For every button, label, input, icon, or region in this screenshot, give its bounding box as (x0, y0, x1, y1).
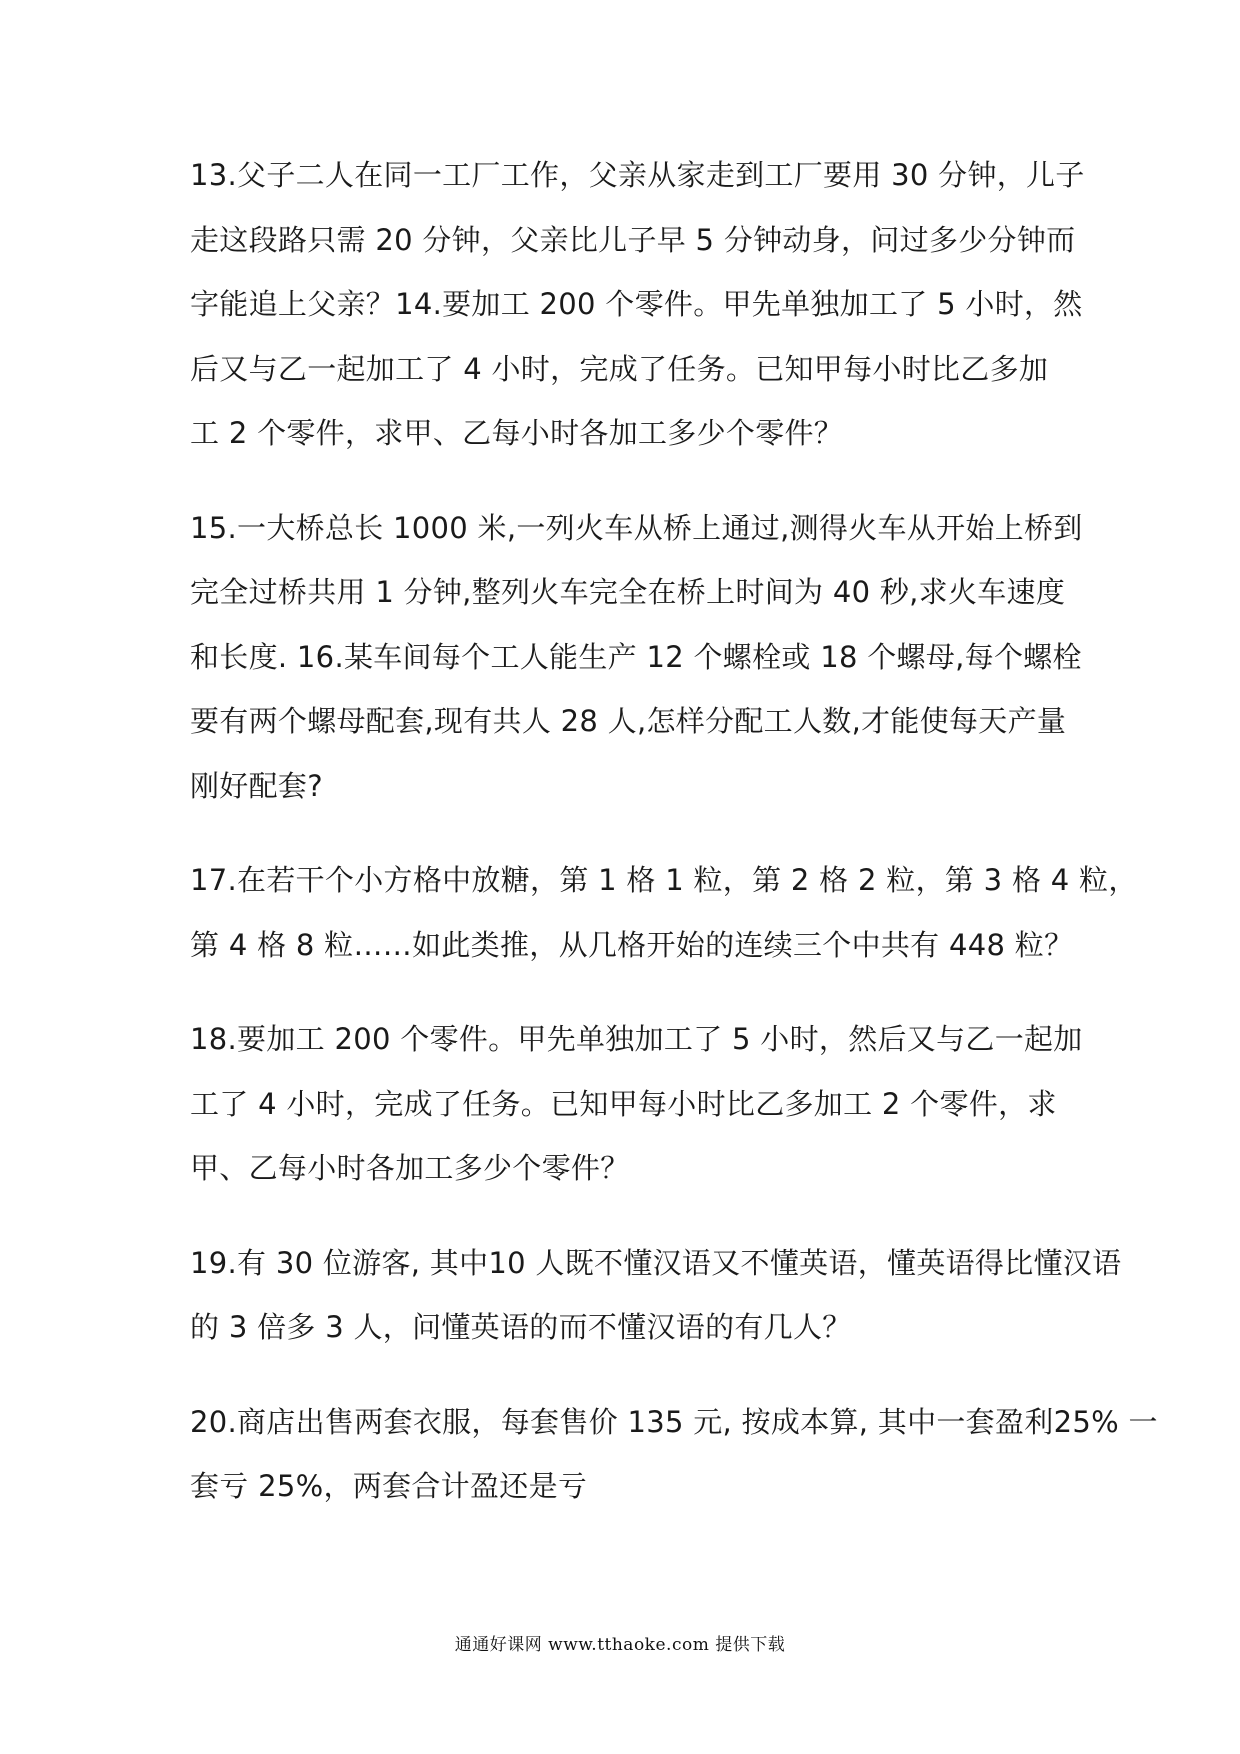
text-line: 18.要加工 200 个零件。甲先单独加工了 5 小时，然后又与乙一起加 (190, 1022, 1083, 1056)
problem-17 (190, 848, 1138, 977)
text-line: 字能追上父亲？14.要加工 200 个零件。甲先单独加工了 5 小时，然 (190, 287, 1083, 321)
text-line: 工了 4 小时，完成了任务。已知甲每小时比乙多加工 2 个零件，求 (190, 1086, 1057, 1121)
problem-20 (190, 1390, 1158, 1519)
text-line: 和长度. 16.某车间每个工人能生产 12 个螺栓或 18 个螺母,每个螺栓 (190, 639, 1082, 674)
text-line: 第 4 格 8 粒……如此类推，从几格开始的连续三个中共有 448 粒？ (190, 927, 1074, 962)
text-line: 工 2 个零件，求甲、乙每小时各加工多少个零件？ (190, 416, 844, 450)
page-footer: 通通好课网 www.tthaoke.com 提供下载 (454, 1635, 786, 1655)
problem-13-14 (190, 143, 1085, 466)
text-line: 19.有 30 位游客, 其中10 人既不懂汉语又不懂英语，懂英语得比懂汉语 (190, 1245, 1122, 1280)
text-line: 甲、乙每小时各加工多少个零件？ (190, 1151, 630, 1185)
text-line: 完全过桥共用 1 分钟,整列火车完全在桥上时间为 40 秒,求火车速度 (190, 575, 1066, 609)
text-line: 的 3 倍多 3 人，问懂英语的而不懂汉语的有几人？ (190, 1310, 852, 1344)
text-line: 17.在若干个小方格中放糖，第 1 格 1 粒，第 2 格 2 粒，第 3 格 4 粒， (190, 863, 1138, 897)
problem-list (190, 143, 1158, 1549)
text-line: 刚好配套? (190, 768, 323, 803)
problem-15-16 (190, 496, 1083, 819)
text-line: 后又与乙一起加工了 4 小时，完成了任务。已知甲每小时比乙多加 (190, 351, 1049, 386)
text-line: 要有两个螺母配套,现有共人 28 人,怎样分配工人数,才能使每天产量 (190, 704, 1067, 738)
text-line: 走这段路只需 20 分钟，父亲比儿子早 5 分钟动身，问过多少分钟而 (190, 222, 1076, 257)
text-line: 15.一大桥总长 1000 米,一列火车从桥上通过,测得火车从开始上桥到 (190, 510, 1083, 545)
text-line: 20.商店出售两套衣服，每套售价 135 元, 按成本算, 其中一套盈利25% 一 (190, 1404, 1158, 1439)
problem-18 (190, 1007, 1083, 1201)
problem-19 (190, 1231, 1122, 1360)
text-line: 13.父子二人在同一工厂工作，父亲从家走到工厂要用 30 分钟，儿子 (190, 158, 1085, 192)
text-line: 套亏 25%，两套合计盈还是亏 (190, 1469, 588, 1503)
